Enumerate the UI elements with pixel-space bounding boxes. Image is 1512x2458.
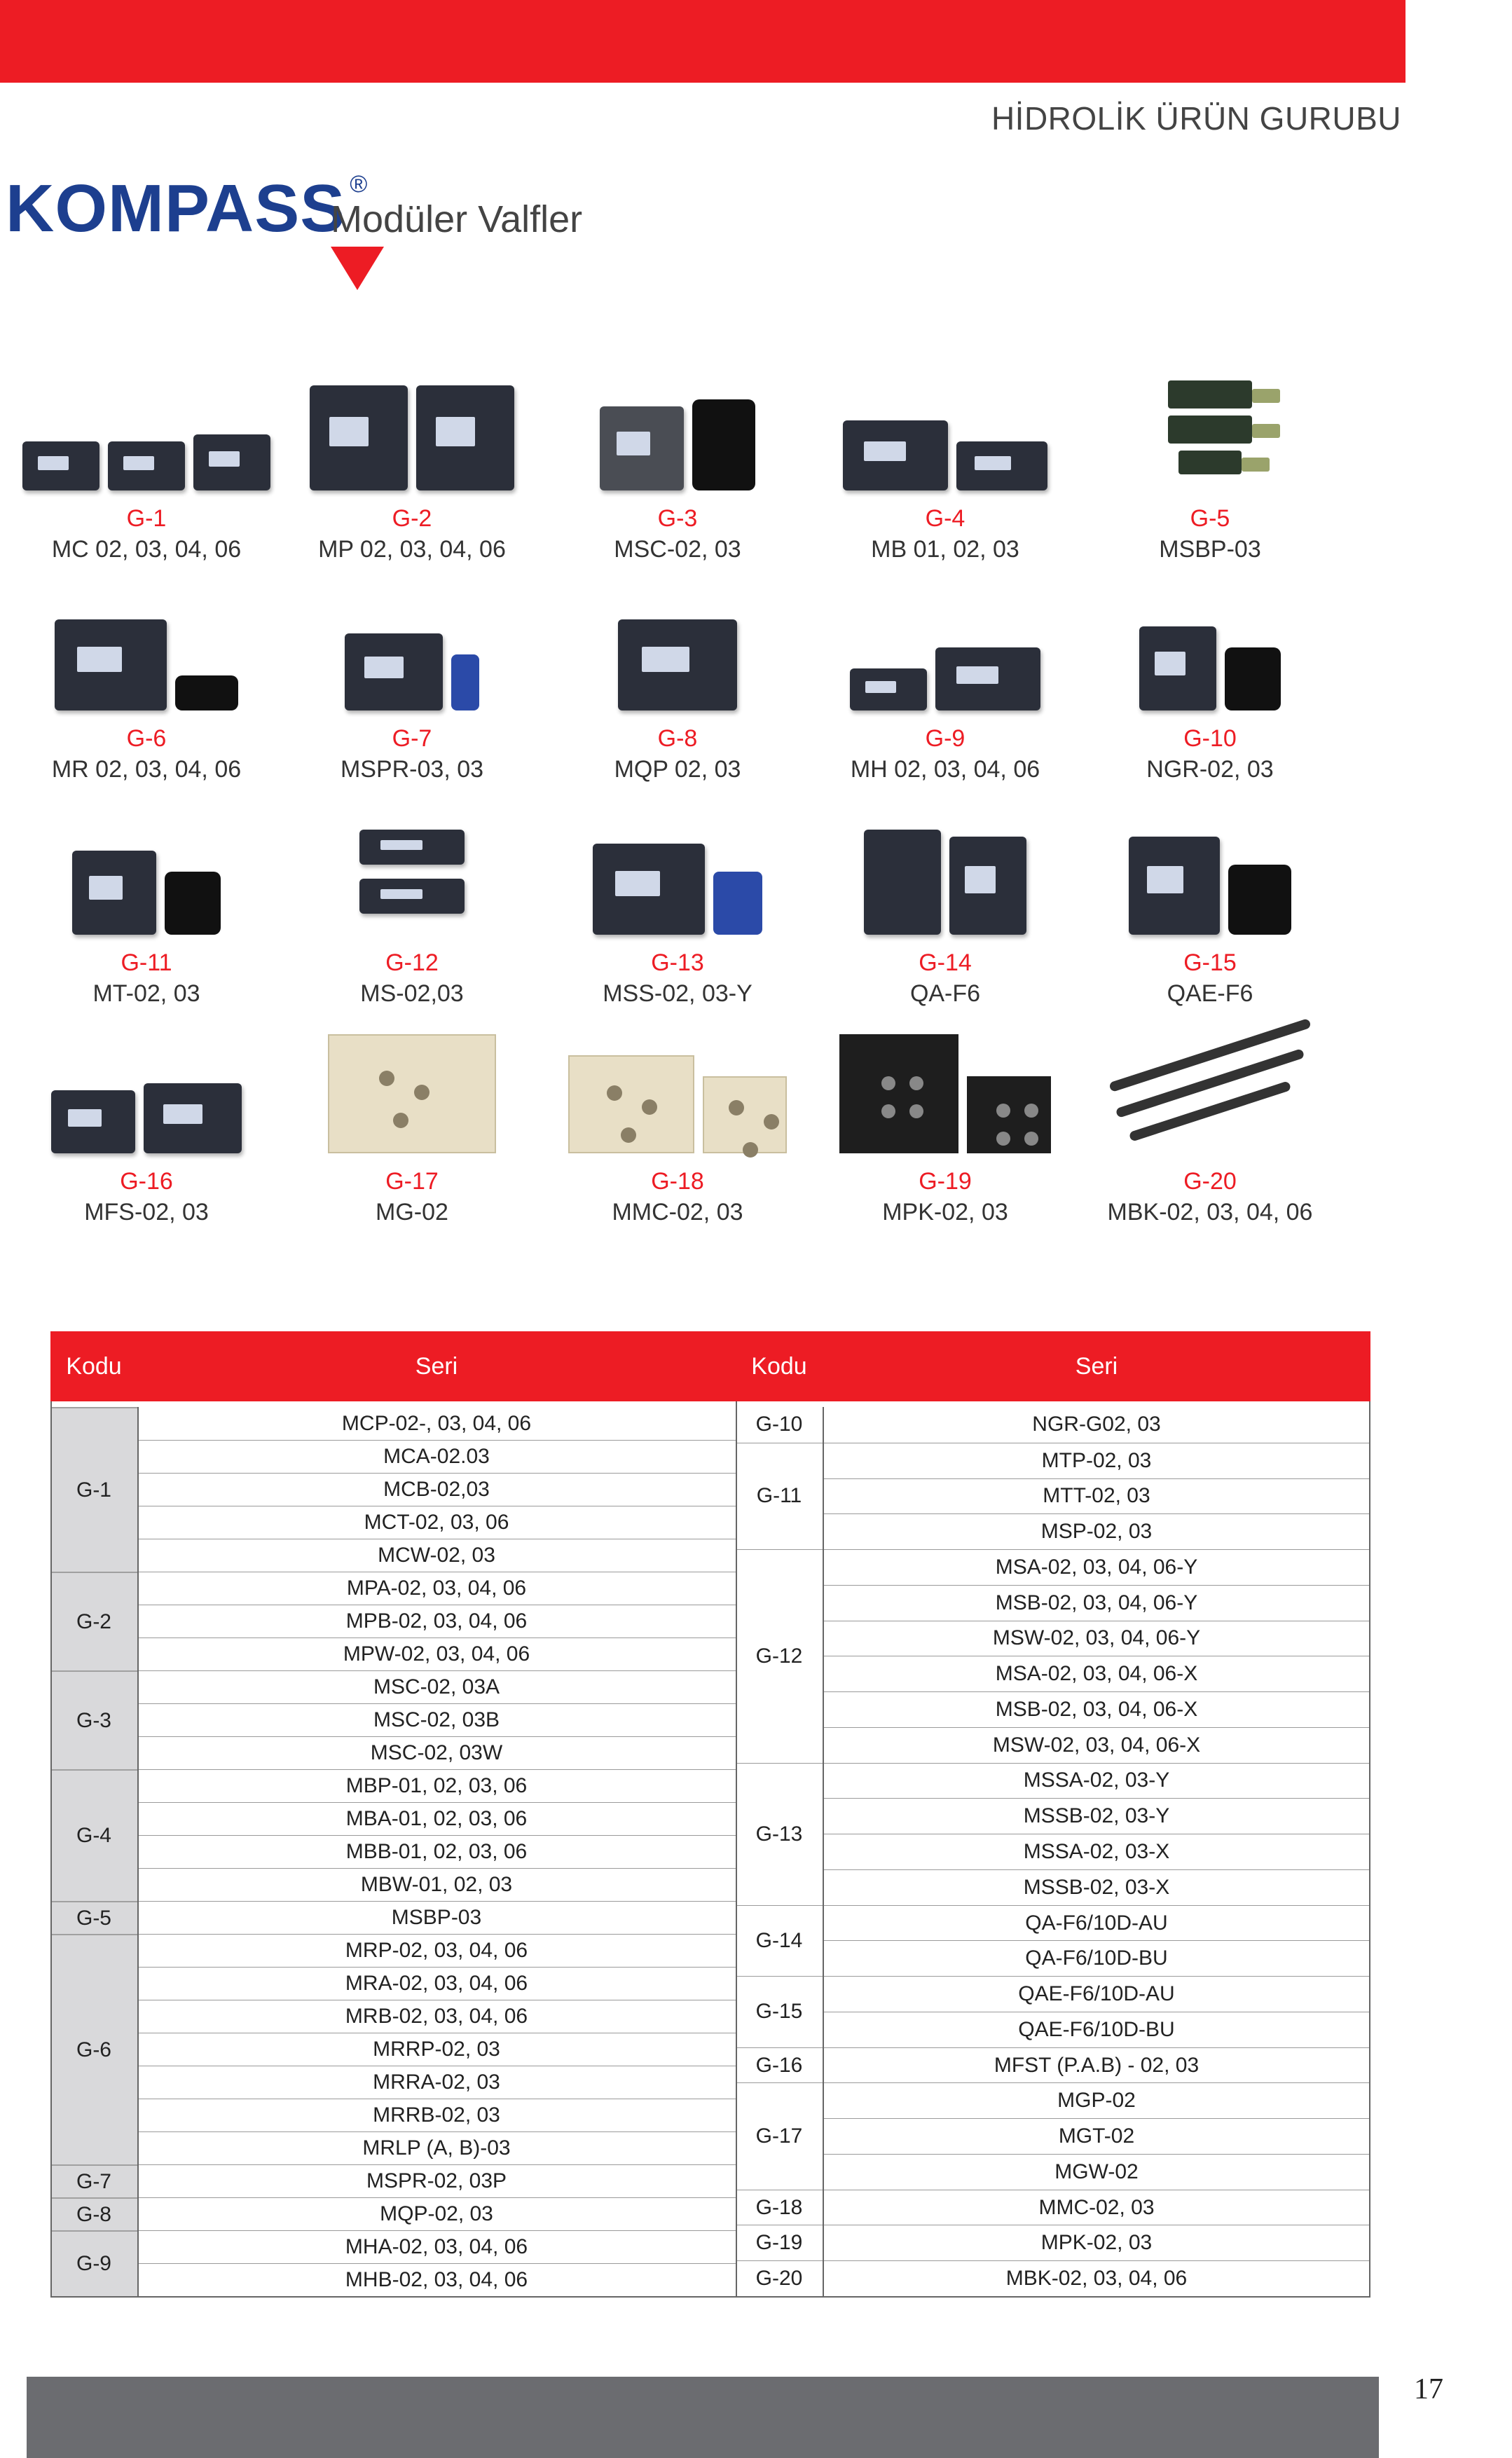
valve-image xyxy=(809,364,1082,490)
product-series: MQP 02, 03 xyxy=(614,756,741,783)
product-code: G-8 xyxy=(657,725,698,752)
header-series-2: Seri xyxy=(1075,1353,1118,1380)
series-cell: MFST (P.A.B) - 02, 03 xyxy=(823,2047,1370,2083)
valve-image xyxy=(541,809,814,935)
valve-image xyxy=(10,584,283,710)
series-cell: MQP-02, 03 xyxy=(137,2197,736,2230)
valve-image xyxy=(10,1027,283,1153)
product-code: G-13 xyxy=(651,949,704,976)
product-g10 xyxy=(1073,584,1347,785)
product-series: MSC-02, 03 xyxy=(614,536,741,563)
series-cell: MPK-02, 03 xyxy=(823,2225,1370,2260)
series-cell: MRRB-02, 03 xyxy=(137,2099,736,2131)
series-cell: MCA-02.03 xyxy=(137,1440,736,1473)
product-series: QAE-F6 xyxy=(1167,980,1253,1007)
valve-image xyxy=(541,364,814,490)
header-code-2: Kodu xyxy=(751,1353,807,1380)
series-cell: MPB-02, 03, 04, 06 xyxy=(137,1605,736,1637)
valve-image xyxy=(541,1027,814,1153)
table-border xyxy=(137,1407,139,2296)
product-series: NGR-02, 03 xyxy=(1146,756,1274,783)
series-cell: MCW-02, 03 xyxy=(137,1539,736,1572)
product-series: MPK-02, 03 xyxy=(882,1199,1008,1225)
product-g8 xyxy=(541,584,814,785)
series-cell: MSC-02, 03A xyxy=(137,1670,736,1703)
product-code: G-5 xyxy=(1190,505,1230,532)
valve-image xyxy=(275,809,549,935)
group-code-cell: G-16 xyxy=(736,2047,823,2083)
series-cell: MBK-02, 03, 04, 06 xyxy=(823,2260,1370,2296)
product-code: G-1 xyxy=(126,505,167,532)
table-border xyxy=(736,1401,737,2296)
product-g2 xyxy=(275,364,549,565)
product-g12 xyxy=(275,809,549,1009)
series-cell: MCT-02, 03, 06 xyxy=(137,1506,736,1539)
group-code-cell: G-7 xyxy=(50,2164,137,2197)
series-cell: MRP-02, 03, 04, 06 xyxy=(137,1934,736,1967)
series-cell: MSBP-03 xyxy=(137,1901,736,1934)
product-code: G-3 xyxy=(657,505,698,532)
series-cell: MSA-02, 03, 04, 06-X xyxy=(823,1656,1370,1691)
group-code-cell: G-9 xyxy=(50,2230,137,2296)
product-g19 xyxy=(809,1027,1082,1228)
product-code: G-9 xyxy=(925,725,965,752)
valve-image xyxy=(275,364,549,490)
footer-bar xyxy=(27,2377,1379,2458)
product-series: QA-F6 xyxy=(909,980,981,1007)
table-border xyxy=(50,1401,52,2296)
series-cell: MBP-01, 02, 03, 06 xyxy=(137,1769,736,1802)
group-code-cell: G-8 xyxy=(50,2197,137,2230)
valve-image xyxy=(1073,1027,1347,1153)
valve-image xyxy=(1073,584,1347,710)
series-cell: MSW-02, 03, 04, 06-X xyxy=(823,1727,1370,1763)
series-cell: MRRP-02, 03 xyxy=(137,2033,736,2066)
series-cell: MSA-02, 03, 04, 06-Y xyxy=(823,1549,1370,1585)
series-cell: MGT-02 xyxy=(823,2118,1370,2154)
triangle-down-icon xyxy=(331,247,384,290)
group-code-cell: G-4 xyxy=(50,1769,137,1901)
series-cell: MBB-01, 02, 03, 06 xyxy=(137,1835,736,1868)
top-red-bar xyxy=(0,0,1406,83)
group-code-cell: G-11 xyxy=(736,1443,823,1549)
page-number: 17 xyxy=(1414,2373,1443,2405)
valve-image xyxy=(809,584,1082,710)
group-code-cell: G-6 xyxy=(50,1934,137,2164)
product-series: MT-02, 03 xyxy=(92,980,200,1007)
group-code-cell: G-17 xyxy=(736,2082,823,2189)
table-border xyxy=(1369,1401,1370,2296)
product-code: G-4 xyxy=(925,505,965,532)
product-code: G-20 xyxy=(1183,1168,1237,1195)
product-g16 xyxy=(10,1027,283,1228)
product-g3 xyxy=(541,364,814,565)
series-cell: MSSB-02, 03-Y xyxy=(823,1798,1370,1834)
product-series: MG-02 xyxy=(376,1199,448,1225)
group-code-cell: G-19 xyxy=(736,2225,823,2260)
series-cell: MHB-02, 03, 04, 06 xyxy=(137,2263,736,2296)
product-g18 xyxy=(541,1027,814,1228)
group-code-cell: G-2 xyxy=(50,1572,137,1670)
series-cell: QA-F6/10D-AU xyxy=(823,1905,1370,1941)
product-code: G-16 xyxy=(120,1168,173,1195)
product-g17 xyxy=(275,1027,549,1228)
product-series: MB 01, 02, 03 xyxy=(871,536,1019,563)
series-cell: MSSB-02, 03-X xyxy=(823,1869,1370,1905)
product-code: G-10 xyxy=(1183,725,1237,752)
series-cell: MPW-02, 03, 04, 06 xyxy=(137,1637,736,1670)
series-cell: MRLP (A, B)-03 xyxy=(137,2131,736,2164)
series-cell: MRA-02, 03, 04, 06 xyxy=(137,1967,736,2000)
series-cell: MBA-01, 02, 03, 06 xyxy=(137,1802,736,1835)
product-g4 xyxy=(809,364,1082,565)
brand-name: KOMPASS xyxy=(6,171,346,246)
group-code-cell: G-18 xyxy=(736,2190,823,2225)
product-g5 xyxy=(1073,364,1347,565)
product-code: G-11 xyxy=(121,949,172,976)
series-cell: MTT-02, 03 xyxy=(823,1478,1370,1514)
group-code-cell: G-13 xyxy=(736,1763,823,1905)
table-header xyxy=(50,1331,1370,1401)
product-series: MR 02, 03, 04, 06 xyxy=(51,756,242,783)
series-cell: MSW-02, 03, 04, 06-Y xyxy=(823,1621,1370,1656)
series-cell: MCB-02,03 xyxy=(137,1473,736,1506)
product-g20 xyxy=(1073,1027,1347,1228)
product-series: MP 02, 03, 04, 06 xyxy=(318,536,506,563)
group-code-cell: G-20 xyxy=(736,2260,823,2296)
product-series: MBK-02, 03, 04, 06 xyxy=(1107,1199,1313,1225)
product-g9 xyxy=(809,584,1082,785)
product-series: MMC-02, 03 xyxy=(612,1199,743,1225)
product-code: G-19 xyxy=(919,1168,972,1195)
product-series: MSBP-03 xyxy=(1159,536,1261,563)
product-code: G-12 xyxy=(385,949,439,976)
valve-image xyxy=(809,1027,1082,1153)
series-cell: QAE-F6/10D-AU xyxy=(823,1976,1370,2012)
product-g13 xyxy=(541,809,814,1009)
group-code-cell: G-1 xyxy=(50,1407,137,1572)
product-code: G-17 xyxy=(385,1168,439,1195)
series-cell: QAE-F6/10D-BU xyxy=(823,2012,1370,2047)
product-code: G-15 xyxy=(1183,949,1237,976)
product-series: MSPR-03, 03 xyxy=(340,756,484,783)
series-cell: MGW-02 xyxy=(823,2154,1370,2190)
section-title: HİDROLİK ÜRÜN GURUBU xyxy=(991,100,1401,137)
valve-image xyxy=(1073,809,1347,935)
series-cell: MMC-02, 03 xyxy=(823,2190,1370,2225)
product-code: G-6 xyxy=(126,725,167,752)
series-cell: MRRA-02, 03 xyxy=(137,2066,736,2099)
series-cell: MBW-01, 02, 03 xyxy=(137,1868,736,1901)
series-cell: MPA-02, 03, 04, 06 xyxy=(137,1572,736,1605)
product-g6 xyxy=(10,584,283,785)
header-series: Seri xyxy=(415,1353,458,1380)
group-code-cell: G-14 xyxy=(736,1905,823,1977)
brand-subtitle: Modüler Valfler xyxy=(331,198,583,240)
product-series: MSS-02, 03-Y xyxy=(603,980,752,1007)
group-code-cell: G-10 xyxy=(755,1413,803,1436)
product-g14 xyxy=(809,809,1082,1009)
series-cell: MSC-02, 03B xyxy=(137,1703,736,1736)
registered-mark: ® xyxy=(350,171,368,198)
header-code: Kodu xyxy=(66,1353,122,1380)
series-cell: MRB-02, 03, 04, 06 xyxy=(137,2000,736,2033)
product-g15 xyxy=(1073,809,1347,1009)
valve-image xyxy=(275,1027,549,1153)
series-cell: MSP-02, 03 xyxy=(823,1513,1370,1549)
valve-image xyxy=(10,364,283,490)
table-border xyxy=(823,1407,824,2296)
series-cell: MSC-02, 03W xyxy=(137,1736,736,1769)
series-cell: MSB-02, 03, 04, 06-Y xyxy=(823,1585,1370,1621)
series-cell: MTP-02, 03 xyxy=(823,1443,1370,1478)
group-code-cell: G-12 xyxy=(736,1549,823,1763)
product-code: G-7 xyxy=(392,725,432,752)
valve-image xyxy=(1073,364,1347,490)
group-code-cell: G-3 xyxy=(50,1670,137,1769)
series-cell: MSPR-02, 03P xyxy=(137,2164,736,2197)
valve-image xyxy=(10,809,283,935)
product-g1 xyxy=(10,364,283,565)
product-series: MC 02, 03, 04, 06 xyxy=(51,536,242,563)
group-code-cell: G-15 xyxy=(736,1976,823,2047)
series-cell: MGP-02 xyxy=(823,2082,1370,2118)
series-cell: MSSA-02, 03-Y xyxy=(823,1763,1370,1799)
table-border xyxy=(50,2296,1370,2298)
group-code-cell: G-5 xyxy=(50,1901,137,1934)
product-g7 xyxy=(275,584,549,785)
series-cell: MCP-02-, 03, 04, 06 xyxy=(341,1411,532,1435)
product-code: G-2 xyxy=(392,505,432,532)
product-series: MS-02,03 xyxy=(360,980,464,1007)
product-series: MH 02, 03, 04, 06 xyxy=(850,756,1040,783)
series-cell: NGR-G02, 03 xyxy=(1032,1413,1161,1436)
valve-image xyxy=(275,584,549,710)
series-cell: QA-F6/10D-BU xyxy=(823,1940,1370,1976)
valve-image xyxy=(809,809,1082,935)
product-series: MFS-02, 03 xyxy=(84,1199,209,1225)
series-cell: MSSA-02, 03-X xyxy=(823,1834,1370,1869)
product-code: G-14 xyxy=(919,949,972,976)
product-g11 xyxy=(10,809,283,1009)
product-code: G-18 xyxy=(651,1168,704,1195)
series-cell: MHA-02, 03, 04, 06 xyxy=(137,2230,736,2263)
brand-logo xyxy=(6,171,368,246)
series-cell: MSB-02, 03, 04, 06-X xyxy=(823,1691,1370,1727)
valve-image xyxy=(541,584,814,710)
